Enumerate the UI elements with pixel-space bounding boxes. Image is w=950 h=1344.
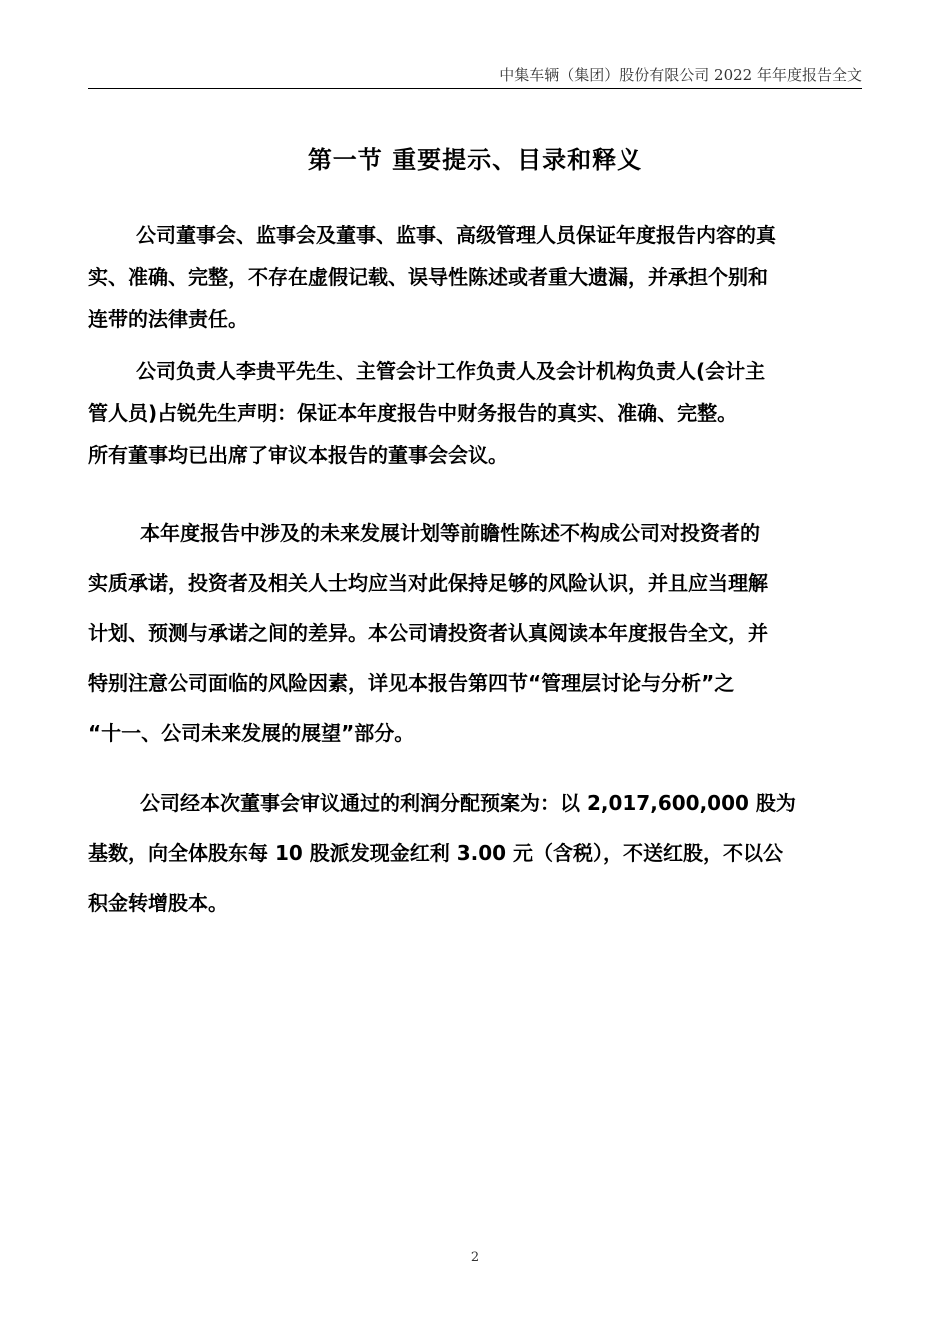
- paragraph-line: 实、准确、完整，不存在虚假记载、误导性陈述或者重大遗漏，并承担个别和: [88, 265, 768, 289]
- paragraph-line: 公司经本次董事会审议通过的利润分配预案为：以 2,017,600,000 股为: [140, 791, 796, 815]
- report-header: 中集车辆（集团）股份有限公司 2022 年年度报告全文: [499, 66, 862, 84]
- page-number: 2: [470, 1250, 480, 1265]
- section-title: 第一节 重要提示、目录和释义: [307, 146, 643, 174]
- forward-looking-statement: [88, 508, 862, 758]
- paragraph-line: “十一、公司未来发展的展望”部分。: [88, 721, 415, 745]
- paragraph-line: 所有董事均已出席了审议本报告的董事会会议。: [88, 443, 508, 467]
- header-divider: [88, 88, 862, 89]
- financial-report-declaration: [88, 350, 862, 476]
- paragraph-line: 基数，向全体股东每 10 股派发现金红利 3.00 元（含税），不送红股，不以公: [88, 841, 784, 865]
- profit-distribution-plan: [88, 778, 862, 928]
- paragraph-line: 积金转增股本。: [88, 891, 228, 915]
- paragraph-line: 连带的法律责任。: [88, 307, 248, 331]
- paragraph-line: 实质承诺，投资者及相关人士均应当对此保持足够的风险认识，并且应当理解: [88, 571, 768, 595]
- paragraph-line: 特别注意公司面临的风险因素，详见本报告第四节“管理层讨论与分析”之: [88, 671, 735, 695]
- paragraph-line: 本年度报告中涉及的未来发展计划等前瞻性陈述不构成公司对投资者的: [140, 521, 760, 545]
- paragraph-line: 管人员)占锐先生声明：保证本年度报告中财务报告的真实、准确、完整。: [88, 401, 738, 425]
- paragraph-line: 公司负责人李贵平先生、主管会计工作负责人及会计机构负责人(会计主: [136, 359, 766, 383]
- paragraph-line: 计划、预测与承诺之间的差异。本公司请投资者认真阅读本年度报告全文，并: [88, 621, 768, 645]
- responsibility-statement: [88, 214, 862, 340]
- paragraph-line: 公司董事会、监事会及董事、监事、高级管理人员保证年度报告内容的真: [136, 223, 776, 247]
